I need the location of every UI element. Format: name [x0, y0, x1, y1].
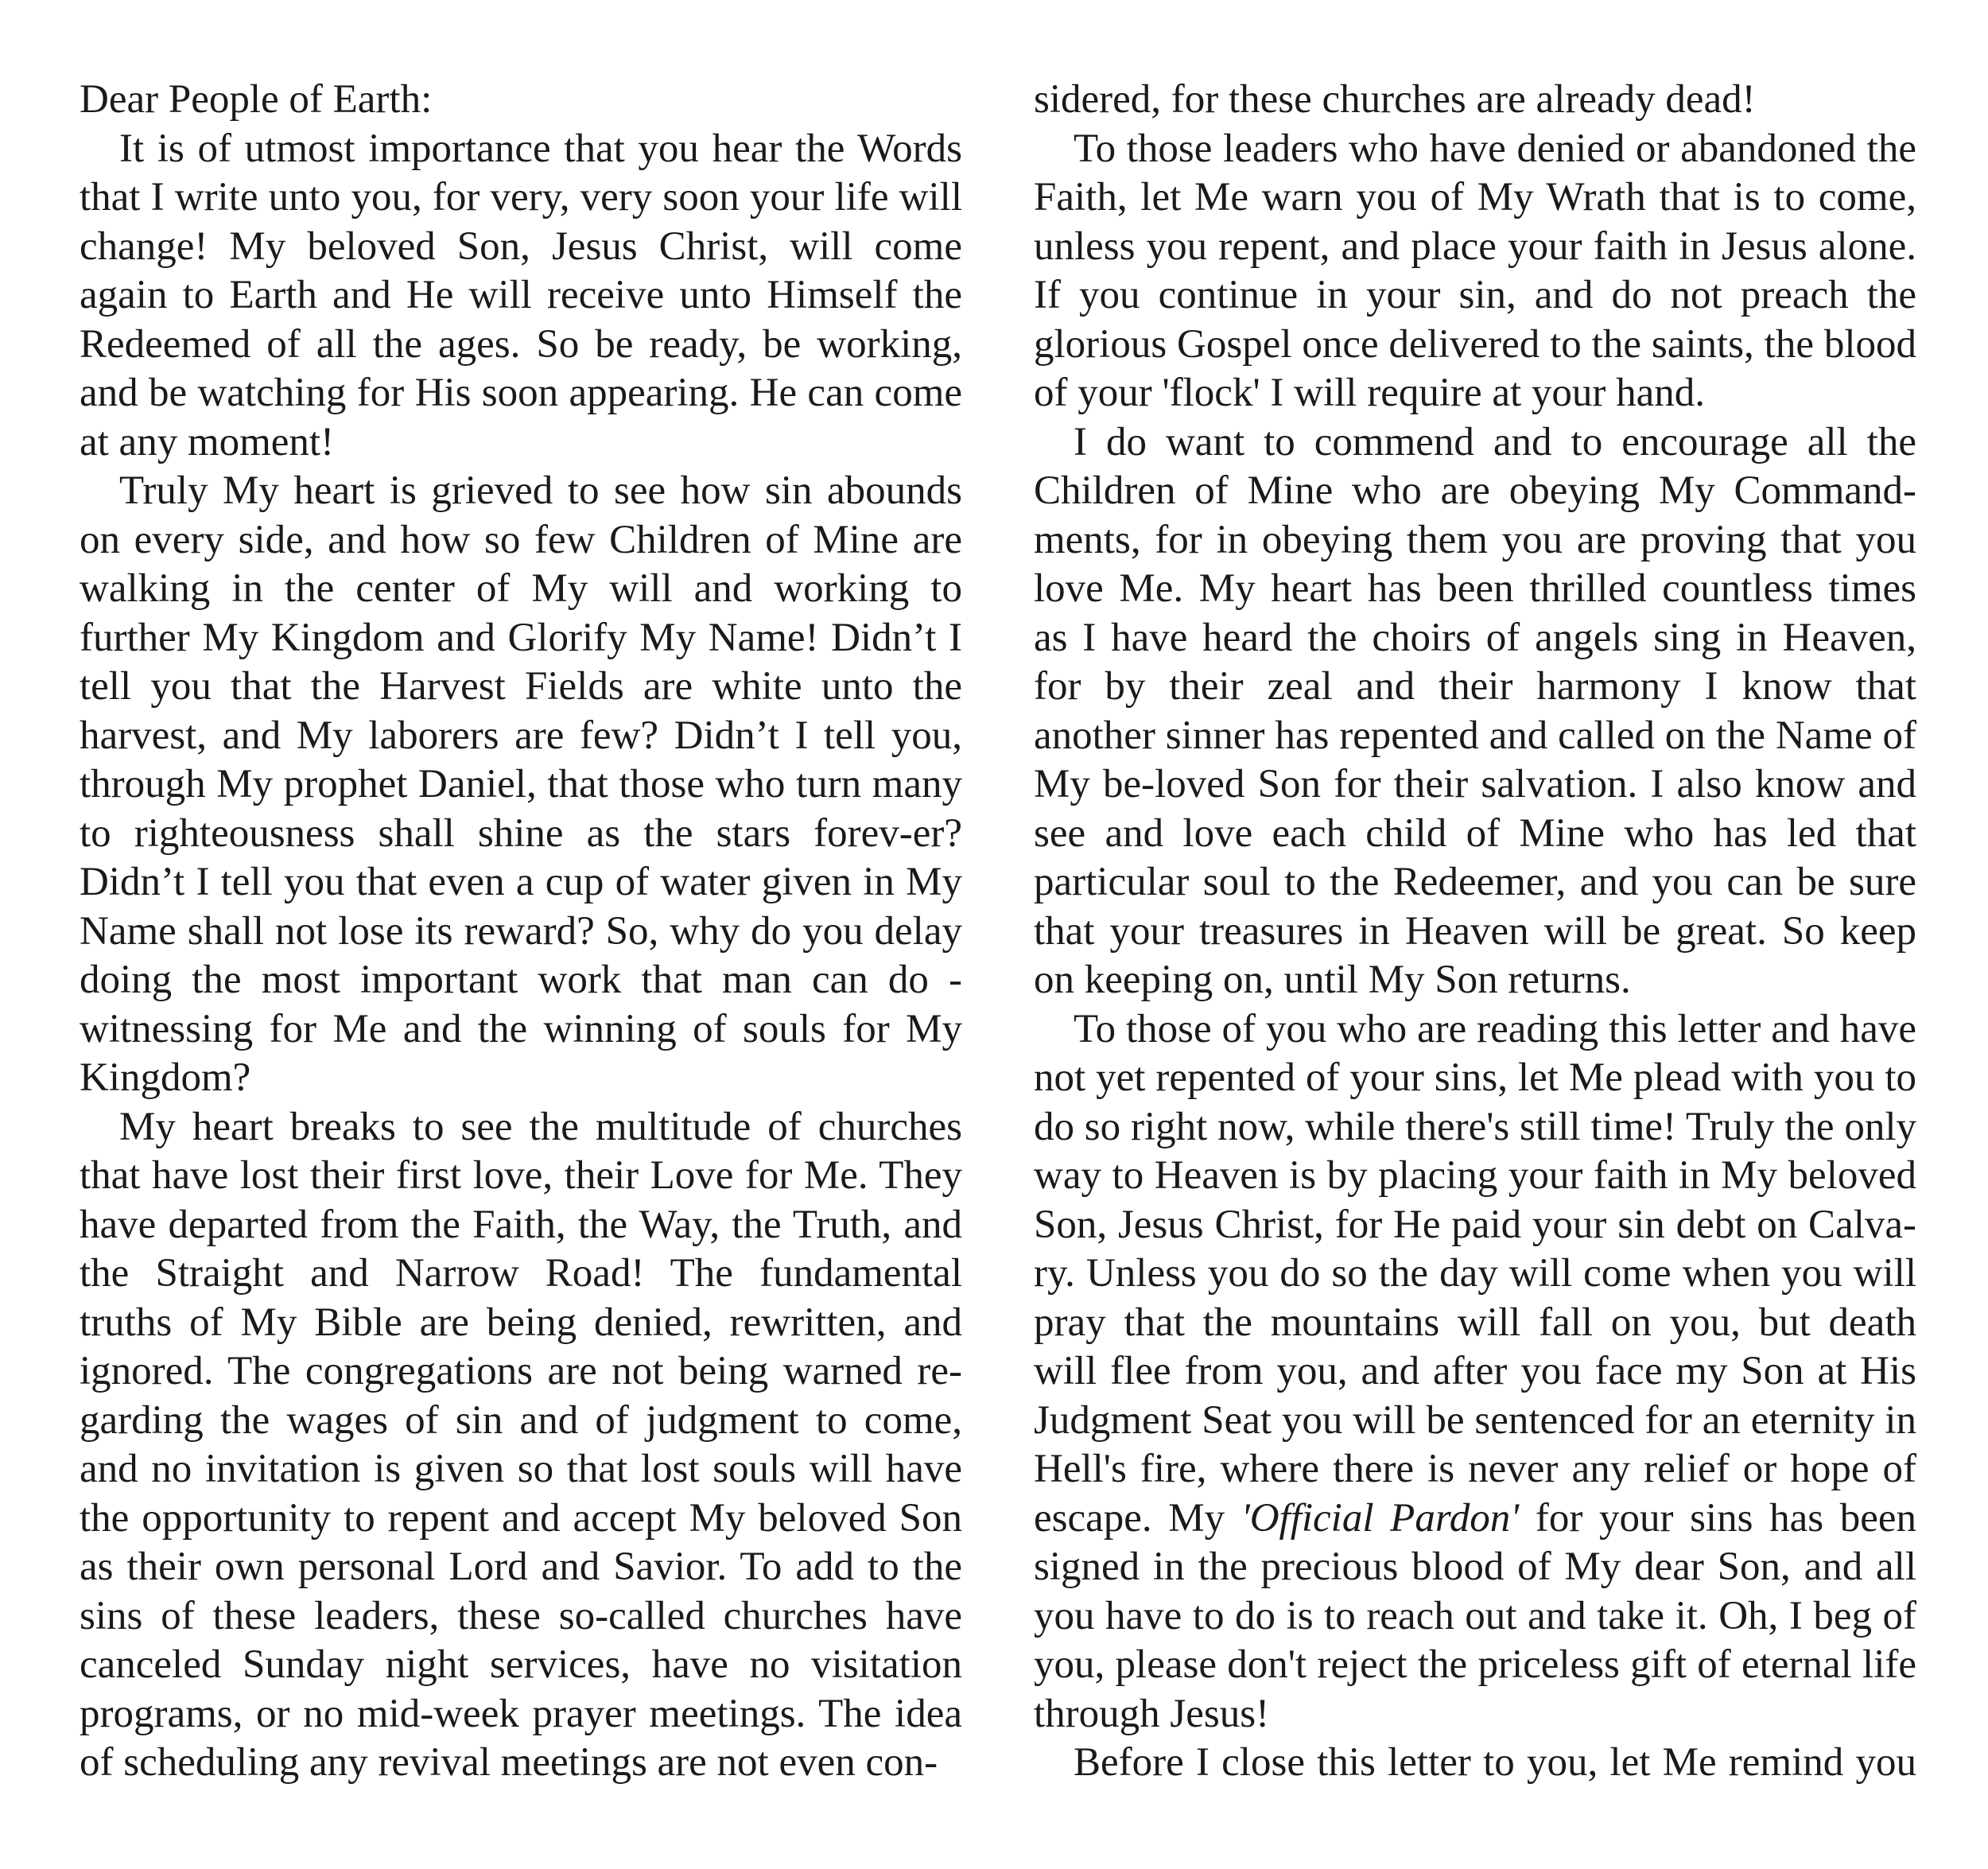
salutation: Dear People of Earth:	[80, 77, 433, 122]
plea-text-before: To those of you who are reading this letter and have not yet repented of your sins, let Me plead with you to do so right now, while there's still time! Truly the only way to Heaven is by placing your faith in My beloved Son, Jesus Christ, for He paid your sin debt on Calva-ry. Unless you do so the day will come when you will pray that the mountains will fall on you, but death will flee from you, and after you face my Son at His Judgment Seat you will be sentenced for an eternity in Hell's fire, where there is never any relief or hope of escape. My	[1034, 1006, 1916, 1541]
official-pardon-phrase: 'Official Pardon'	[1241, 1495, 1520, 1541]
paragraph-sin-abounds: Truly My heart is grieved to see how sin abounds on every side, and how so few Children of Mine are walking in the center of My will and working to further My Kingdom and Glorify My Name! Didn’t I tell you that the Harvest Fields are white unto the harvest, and My laborers are few? Didn’t I tell you, through My prophet Daniel, that those who turn many to righteousness shall shine as the stars forev-er? Didn’t I tell you that even a cup of water given in My Name shall not lose its reward? So, why do you delay doing the most important work that man can do - witnessing for Me and the winning of souls for My Kingdom?	[80, 468, 962, 1100]
paragraph-warning-leaders: To those leaders who have denied or abandoned the Faith, let Me warn you of My Wrath that is to come, unless you repent, and place your faith in Jesus alone. If you continue in your sin, and do not preach the glorious Gospel once delivered to the saints, the blood of your 'flock' I will require at your hand.	[1034, 126, 1916, 415]
right-column	[1034, 76, 1916, 1788]
plea-text-after: for your sins has been signed in the precious blood of My dear Son, and all you have to do is to reach out and take it. Oh, I beg of you, please don't reject the priceless gift of eternal life through Jesus!	[1034, 1495, 1916, 1736]
paragraph-commendation: I do want to commend and to encourage all the Children of Mine who are obeying My Command-ments, for in obeying them you are proving that you love Me. My heart has been thrilled countless times as I have heard the choirs of angels sing in Heaven, for by their zeal and their harmony I know that another sinner has repented and called on the Name of My be-loved Son for their salvation. I also know and see and love each child of Mine who has led that particular soul to the Redeemer, and you can be sure that your treasures in Heaven will be great. So keep on keeping on, until My Son returns.	[1034, 419, 1916, 1002]
left-column	[80, 76, 962, 1788]
paragraph-return-of-christ: It is of utmost importance that you hear the Words that I write unto you, for very, very soon your life will change! My beloved Son, Jesus Christ, will come again to Earth and He will receive unto Himself the Redeemed of all the ages. So be ready, be working, and be watching for His soon appearing. He can come at any moment!	[80, 126, 962, 464]
paragraph-plea	[1034, 1005, 1916, 1739]
paragraph-closing-start: Before I close this letter to you, let Me remind you	[1074, 1740, 1916, 1785]
paragraph-continuation: sidered, for these churches are already dead!	[1034, 77, 1756, 122]
paragraph-lost-first-love: My heart breaks to see the multitude of churches that have lost their first love, their Love for Me. They have departed from the Faith, the Way, the Truth, and the Straight and Narrow Road! The fundamental truths of My Bible are being denied, rewritten, and ignored. The congregations are not being warned re-garding the wages of sin and of judgment to come, and no invitation is given so that lost souls will have the opportunity to repent and accept My beloved Son as their own personal Lord and Savior. To add to the sins of these leaders, these so-called churches have canceled Sunday night services, have no visitation programs, or no mid-week prayer meetings. The idea of scheduling any revival meetings are not even con-	[80, 1104, 962, 1785]
